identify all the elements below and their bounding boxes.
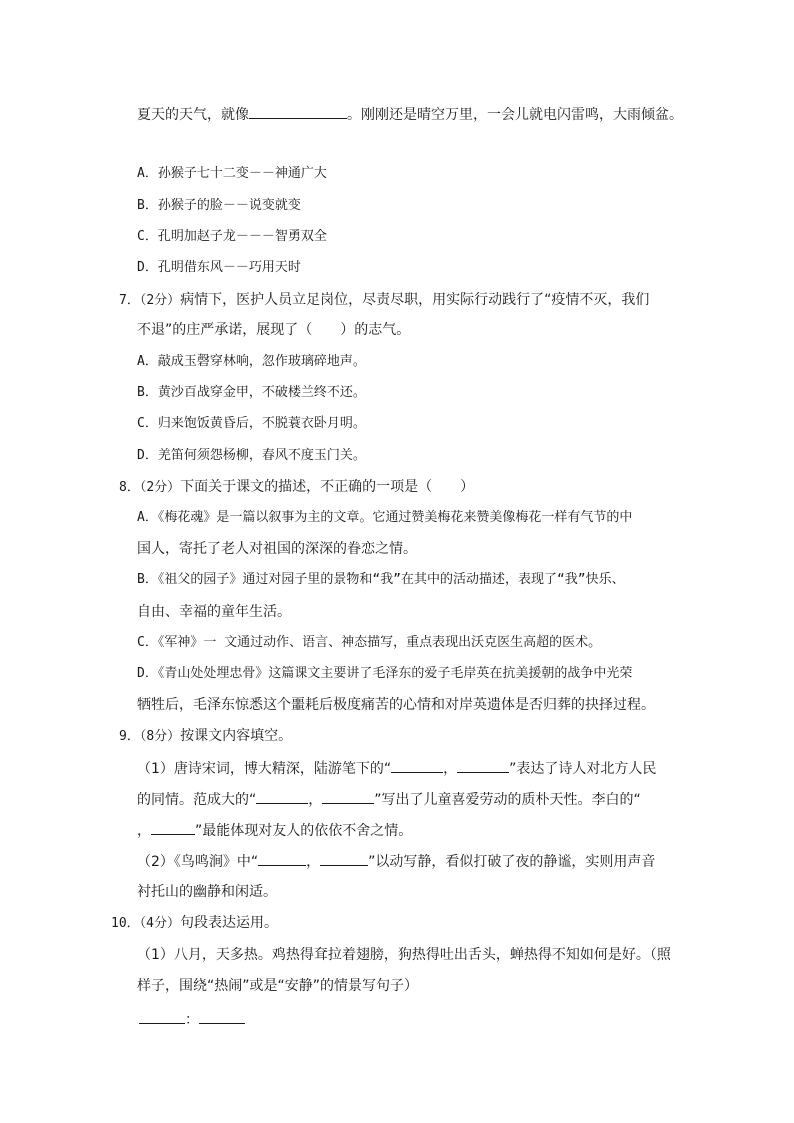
- answer-blank[interactable]: [457, 758, 509, 773]
- answer-blank[interactable]: [249, 104, 347, 119]
- q8-option-c[interactable]: C．《军神》一 文通过动作、语言、神态描写，重点表现出沃克医生高超的医术。: [137, 635, 602, 650]
- q10-number: 10．: [111, 916, 140, 931]
- q7-option-b[interactable]: B．黄沙百战穿金甲，不破楼兰终不还。: [137, 385, 366, 400]
- q10-part1-line2: 样子，围绕“热闹”或是“安静”的情景写句子）: [137, 978, 419, 994]
- q8-score: （2分）: [139, 480, 181, 495]
- q9-text: （2）《鸟鸣涧》中“: [137, 854, 259, 870]
- answer-blank[interactable]: [391, 758, 443, 773]
- q8-option-d[interactable]: D．《青山处处埋忠骨》这篇课文主要讲了毛泽东的爱子毛岸英在抗美援朝的战争中光荣: [137, 666, 633, 681]
- q7-stem-line1: 病情下，医护人员立足岗位，尽责尽职，用实际行动践行了“疫情不灭，我们: [180, 292, 650, 308]
- q7-number: 7．: [119, 293, 140, 308]
- q8-option-a-cont: 国人，寄托了老人对祖国的深深的眷恋之情。: [137, 541, 417, 557]
- q9-text: ，: [137, 823, 151, 839]
- q9-score: （8分）: [139, 729, 181, 744]
- q9-text: ，: [308, 792, 323, 808]
- intro-text-after: 。刚刚还是晴空万里，一会儿就电闪雷鸣，大雨倾盆。: [347, 107, 683, 123]
- q9-text: ”以动写静，看似打破了夜的静谧，实则用声音: [368, 854, 656, 870]
- answer-blank[interactable]: [139, 1009, 185, 1024]
- answer-separator: ：: [185, 1012, 199, 1028]
- q10-stem: [111, 913, 278, 934]
- q9-part1-line2: [137, 789, 641, 810]
- answer-blank[interactable]: [322, 789, 374, 804]
- q8-option-d-cont: 牺牲后，毛泽东惊悉这个噩耗后极度痛苦的心情和对岸英遗体是否归葬的抉择过程。: [137, 697, 655, 713]
- q9-stem-text: 按课文内容填空。: [180, 728, 293, 744]
- q9-text: ”写出了儿童喜爱劳动的质朴天性。李白的“: [374, 792, 641, 808]
- q9-part1-line1: [137, 758, 656, 779]
- q10-answer-line: [139, 1009, 245, 1030]
- q7-option-a[interactable]: A．敲成玉磬穿林响，忽作玻璃碎地声。: [137, 354, 366, 369]
- q9-text: 的同情。范成大的“: [137, 792, 257, 808]
- q7-option-d[interactable]: D．羌笛何须怨杨柳，春风不度玉门关。: [137, 448, 366, 463]
- answer-blank[interactable]: [258, 851, 306, 866]
- q8-stem-text: 下面关于课文的描述，不正确的一项是（ ）: [180, 479, 475, 495]
- answer-blank[interactable]: [199, 1009, 245, 1024]
- q8-number: 8．: [119, 480, 140, 495]
- q8-option-b[interactable]: B．《祖父的园子》通过对园子里的景物和“我”在其中的活动描述，表现了“我”快乐、: [137, 572, 625, 587]
- q8-option-a[interactable]: A．《梅花魂》是一篇以叙事为主的文章。它通过赞美梅花来赞美像梅花一样有气节的中: [137, 510, 633, 525]
- q9-text: ，: [306, 854, 321, 870]
- intro-sentence: [137, 104, 683, 125]
- q9-text: ”表达了诗人对北方人民: [509, 761, 657, 777]
- intro-text-before: 夏天的天气，就像: [137, 107, 249, 123]
- q9-number: 9．: [119, 729, 140, 744]
- q9-part1-line3: [137, 820, 412, 841]
- q6-option-a[interactable]: A．孙猴子七十二变－－神通广大: [137, 166, 327, 181]
- q9-text: （1）唐诗宋词，博大精深，陆游笔下的“: [137, 761, 392, 777]
- q9-text: ，: [443, 761, 458, 777]
- answer-blank[interactable]: [151, 820, 195, 835]
- q10-score: （4分）: [139, 916, 180, 931]
- answer-blank[interactable]: [256, 789, 308, 804]
- q6-option-d[interactable]: D．孔明借东风－－巧用天时: [137, 260, 301, 275]
- q9-part2-line2: 衬托山的幽静和闲适。: [137, 884, 277, 900]
- q7-score: （2分）: [139, 293, 181, 308]
- q8-stem: [119, 477, 474, 498]
- q7-stem: [119, 290, 649, 311]
- answer-blank[interactable]: [320, 851, 368, 866]
- q9-text: ”最能体现对友人的依依不舍之情。: [195, 823, 413, 839]
- q7-option-c[interactable]: C．归来饱饭黄昏后，不脱蓑衣卧月明。: [137, 416, 366, 431]
- q7-stem-line2: 不退”的庄严承诺，展现了（ ）的志气。: [137, 322, 411, 338]
- q10-stem-text: 句段表达运用。: [179, 915, 278, 931]
- q8-option-b-cont: 自由、幸福的童年生活。: [137, 604, 291, 620]
- q9-part2-line1: [137, 851, 655, 872]
- q9-stem: [119, 726, 292, 747]
- q10-part1-line1: （1）八月，天多热。鸡热得耷拉着翅膀，狗热得吐出舌头，蝉热得不知如何是好。（照: [137, 947, 671, 963]
- q6-option-b[interactable]: B．孙猴子的脸－－说变就变: [137, 198, 301, 213]
- q6-option-c[interactable]: C．孔明加赵子龙－－－智勇双全: [137, 229, 327, 244]
